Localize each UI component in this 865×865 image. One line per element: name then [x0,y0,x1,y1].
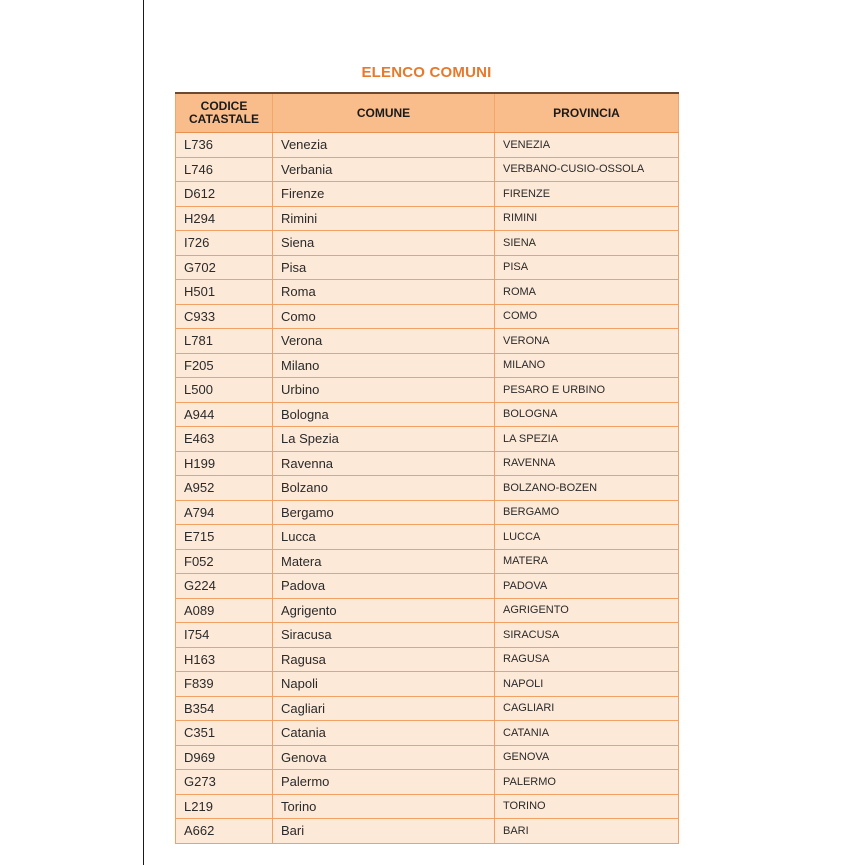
cell-provincia: VERONA [495,329,679,354]
table-row [176,231,679,256]
table-row [176,770,679,795]
cell-provincia: CATANIA [495,721,679,746]
table-row [176,157,679,182]
table-header [176,93,679,133]
table-row [176,353,679,378]
cell-comune: Venezia [273,133,495,158]
table-row [176,133,679,158]
cell-codice: G702 [176,255,273,280]
cell-provincia: TORINO [495,794,679,819]
cell-codice: L746 [176,157,273,182]
table-row [176,378,679,403]
table-row [176,427,679,452]
cell-codice: G224 [176,574,273,599]
cell-codice: A089 [176,598,273,623]
cell-codice: D969 [176,745,273,770]
table-row [176,745,679,770]
cell-comune: Como [273,304,495,329]
cell-codice: F839 [176,672,273,697]
cell-codice: F205 [176,353,273,378]
cell-comune: Matera [273,549,495,574]
cell-provincia: VERBANO-CUSIO-OSSOLA [495,157,679,182]
cell-codice: E463 [176,427,273,452]
cell-codice: C933 [176,304,273,329]
table-body [176,133,679,844]
header-row [176,93,679,133]
cell-comune: Palermo [273,770,495,795]
table-row [176,647,679,672]
table-row [176,574,679,599]
table-row [176,819,679,844]
cell-provincia: PISA [495,255,679,280]
cell-provincia: MATERA [495,549,679,574]
cell-codice: L500 [176,378,273,403]
table-row [176,696,679,721]
cell-codice: L219 [176,794,273,819]
cell-comune: Bergamo [273,500,495,525]
header-code-line1: CODICE [200,99,248,113]
cell-comune: Genova [273,745,495,770]
cell-codice: A794 [176,500,273,525]
cell-comune: Rimini [273,206,495,231]
cell-comune: Catania [273,721,495,746]
cell-codice: A944 [176,402,273,427]
cell-provincia: SIENA [495,231,679,256]
cell-comune: Verbania [273,157,495,182]
table-row [176,304,679,329]
header-comune: COMUNE [273,93,495,133]
table-row [176,549,679,574]
cell-provincia: VENEZIA [495,133,679,158]
table-row [176,500,679,525]
cell-codice: H199 [176,451,273,476]
cell-comune: Roma [273,280,495,305]
cell-comune: Agrigento [273,598,495,623]
cell-provincia: FIRENZE [495,182,679,207]
cell-provincia: AGRIGENTO [495,598,679,623]
cell-codice: H163 [176,647,273,672]
cell-comune: Pisa [273,255,495,280]
cell-provincia: ROMA [495,280,679,305]
cell-codice: I726 [176,231,273,256]
cell-provincia: PADOVA [495,574,679,599]
cell-provincia: BARI [495,819,679,844]
table-row [176,623,679,648]
cell-codice: F052 [176,549,273,574]
cell-comune: Bolzano [273,476,495,501]
cell-comune: Ragusa [273,647,495,672]
cell-comune: Verona [273,329,495,354]
page-margin-line [143,0,144,865]
cell-provincia: BOLZANO-BOZEN [495,476,679,501]
cell-comune: Cagliari [273,696,495,721]
table-row [176,672,679,697]
cell-provincia: SIRACUSA [495,623,679,648]
cell-provincia: CAGLIARI [495,696,679,721]
cell-comune: Urbino [273,378,495,403]
cell-provincia: COMO [495,304,679,329]
cell-comune: Lucca [273,525,495,550]
cell-codice: C351 [176,721,273,746]
cell-comune: Ravenna [273,451,495,476]
comuni-table [175,92,679,844]
cell-codice: G273 [176,770,273,795]
cell-comune: Milano [273,353,495,378]
cell-comune: Padova [273,574,495,599]
cell-provincia: BOLOGNA [495,402,679,427]
cell-comune: Bari [273,819,495,844]
cell-comune: La Spezia [273,427,495,452]
cell-provincia: GENOVA [495,745,679,770]
cell-codice: A952 [176,476,273,501]
cell-provincia: MILANO [495,353,679,378]
header-codice-catastale [176,93,273,133]
cell-provincia: PESARO E URBINO [495,378,679,403]
cell-codice: I754 [176,623,273,648]
cell-codice: A662 [176,819,273,844]
table-row [176,598,679,623]
page-title: ELENCO COMUNI [361,64,492,81]
table-row [176,206,679,231]
cell-comune: Siena [273,231,495,256]
header-provincia: PROVINCIA [495,93,679,133]
cell-provincia: LUCCA [495,525,679,550]
table-row [176,721,679,746]
cell-codice: H501 [176,280,273,305]
cell-codice: H294 [176,206,273,231]
cell-codice: L781 [176,329,273,354]
cell-comune: Bologna [273,402,495,427]
table-row [176,451,679,476]
cell-codice: D612 [176,182,273,207]
cell-codice: L736 [176,133,273,158]
cell-comune: Siracusa [273,623,495,648]
cell-provincia: NAPOLI [495,672,679,697]
header-code-line2: CATASTALE [189,112,259,126]
table-row [176,402,679,427]
table-row [176,525,679,550]
cell-comune: Firenze [273,182,495,207]
table-row [176,280,679,305]
table-row [176,182,679,207]
table-row [176,329,679,354]
cell-provincia: RIMINI [495,206,679,231]
cell-comune: Napoli [273,672,495,697]
cell-codice: E715 [176,525,273,550]
table-row [176,794,679,819]
table-row [176,476,679,501]
cell-comune: Torino [273,794,495,819]
cell-provincia: PALERMO [495,770,679,795]
table-row [176,255,679,280]
cell-codice: B354 [176,696,273,721]
cell-provincia: RAVENNA [495,451,679,476]
cell-provincia: RAGUSA [495,647,679,672]
cell-provincia: BERGAMO [495,500,679,525]
cell-provincia: LA SPEZIA [495,427,679,452]
